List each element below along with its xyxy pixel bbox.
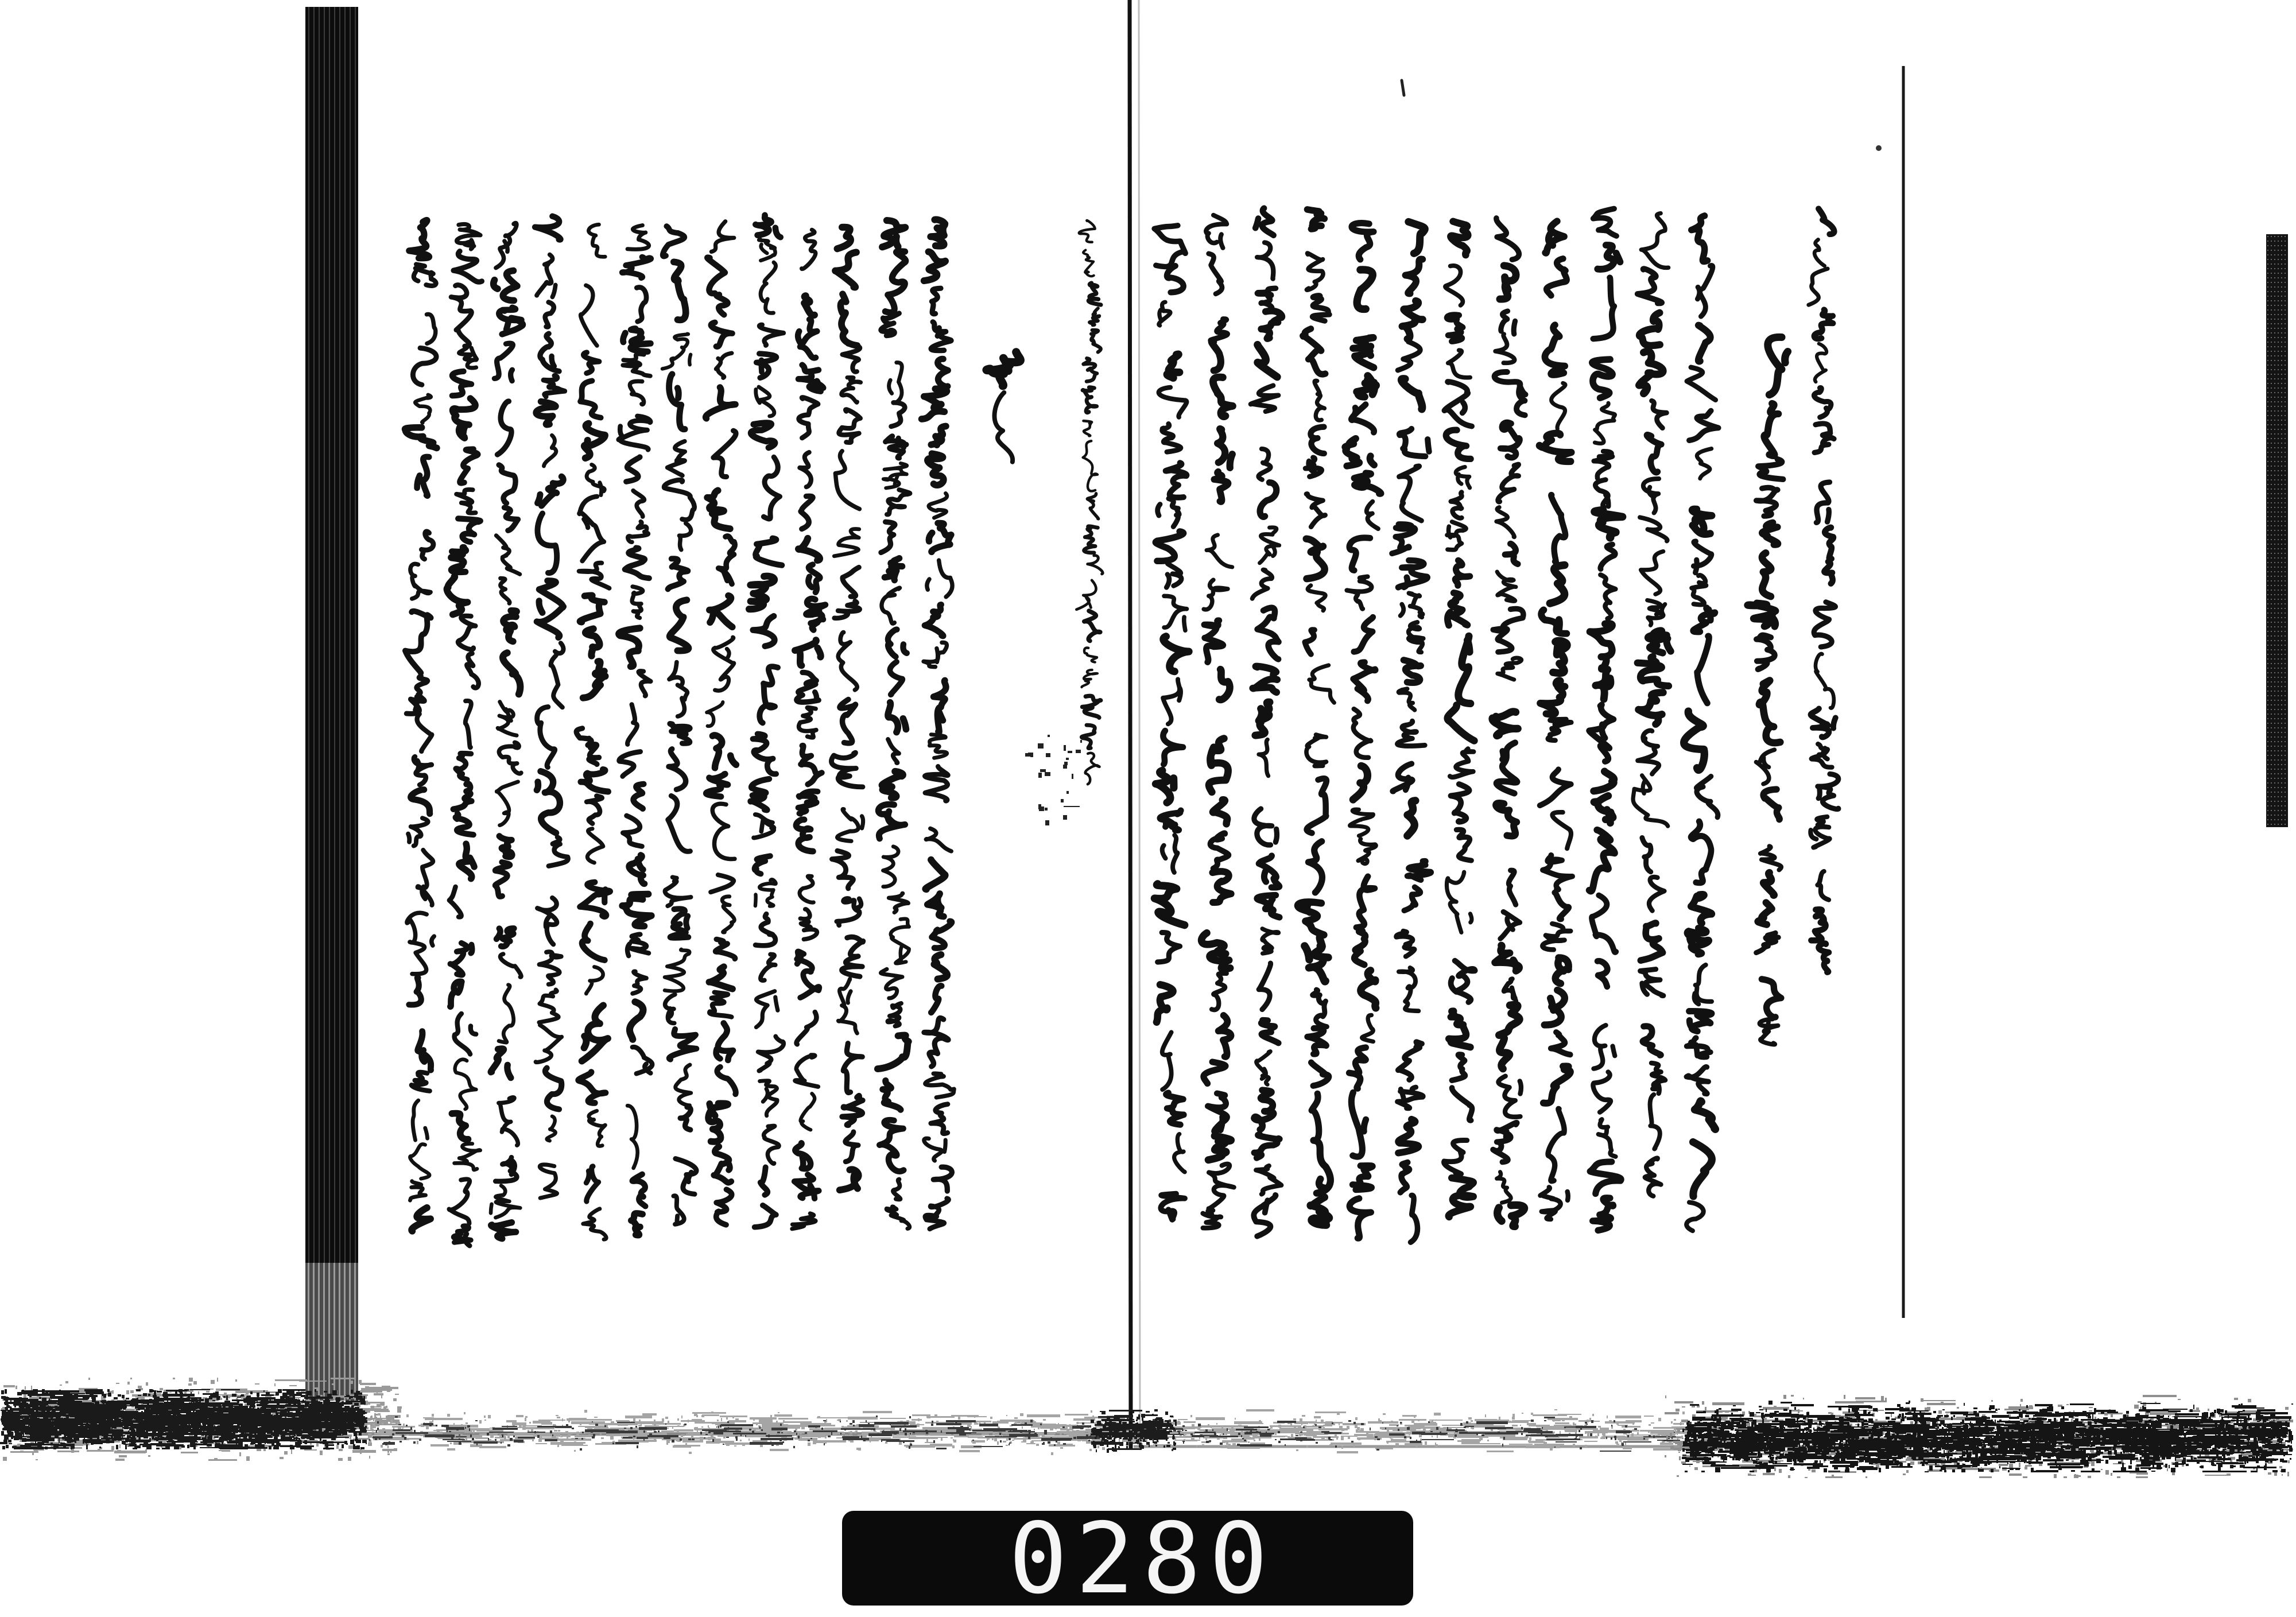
frame-counter <box>842 1502 1413 1616</box>
left-page-stack-edge <box>305 7 358 1270</box>
handwritten-glyph <box>1407 801 1415 836</box>
handwritten-glyph <box>451 547 466 572</box>
book-spine <box>1130 0 1131 1449</box>
ink-dot <box>1876 145 1882 151</box>
handwritten-glyph <box>1648 631 1671 653</box>
right-edge-shadow <box>2266 234 2288 827</box>
left-page-stack-edge-lower <box>305 1263 358 1401</box>
book-spine-shadow <box>1139 0 1140 1449</box>
frame-counter-digits: 0280 <box>1009 1502 1276 1616</box>
